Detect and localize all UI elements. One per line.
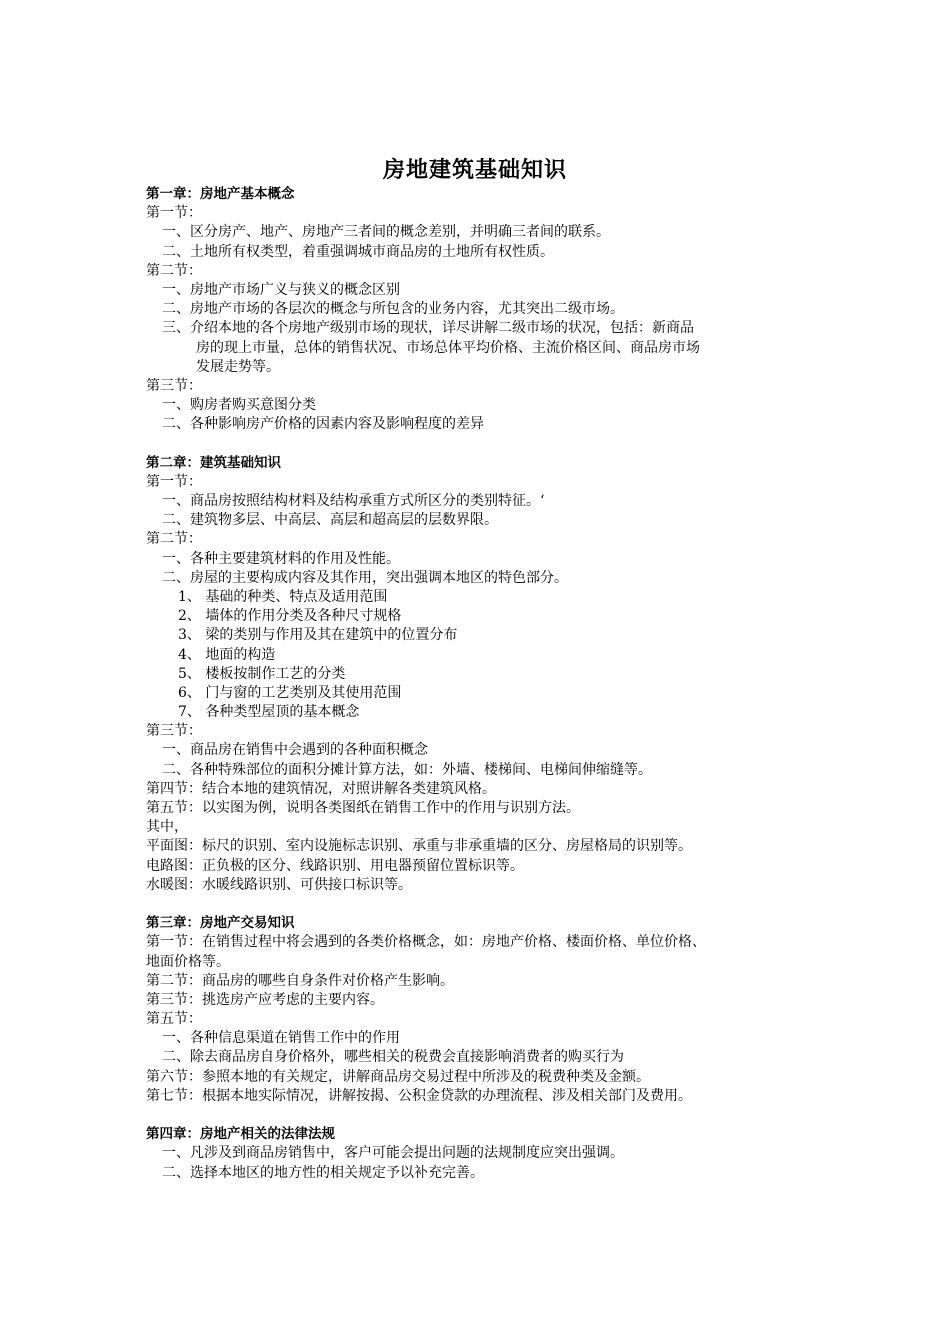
chapter-heading: 第四章：房地产相关的法律法规 — [146, 1126, 335, 1143]
section-line: 电路图：正负极的区分、线路识别、用电器预留位置标识等。 — [146, 857, 524, 874]
item-line: 6、 门与窗的工艺类别及其使用范围 — [178, 684, 402, 701]
item-line: 发展走势等。 — [196, 358, 280, 375]
item-line: 5、 楼板按制作工艺的分类 — [178, 665, 346, 682]
item-line: 二、各种影响房产价格的因素内容及影响程度的差异 — [162, 416, 484, 433]
item-line: 一、各种信息渠道在销售工作中的作用 — [162, 1030, 400, 1047]
section-line: 第三节： — [146, 377, 202, 394]
item-line: 一、购房者购买意图分类 — [162, 397, 316, 414]
document-body — [146, 185, 836, 1183]
chapter-spacer — [146, 1106, 836, 1125]
item-line: 二、房屋的主要构成内容及其作用，突出强调本地区的特色部分。 — [162, 569, 568, 586]
item-line: 二、土地所有权类型，着重强调城市商品房的土地所有权性质。 — [162, 243, 554, 260]
item-line: 4、 地面的构造 — [178, 646, 276, 663]
item-line: 房的现上市量，总体的销售状况、市场总体平均价格、主流价格区间、商品房市场 — [196, 339, 700, 356]
item-line: 二、除去商品房自身价格外，哪些相关的税费会直接影响消费者的购买行为 — [162, 1049, 624, 1066]
section-line: 第六节：参照本地的有关规定，讲解商品房交易过程中所涉及的税费种类及金额。 — [146, 1068, 650, 1085]
section-line: 第二节： — [146, 531, 202, 548]
section-line: 水暖图：水暖线路识别、可供接口标识等。 — [146, 876, 412, 893]
item-line: 三、介绍本地的各个房地产级别市场的现状，详尽讲解二级市场的状况，包括：新商品 — [162, 320, 694, 337]
section-line: 第一节：在销售过程中将会遇到的各类价格概念，如：房地产价格、楼面价格、单位价格、 — [146, 934, 706, 951]
section-line: 第五节：以实图为例，说明各类图纸在销售工作中的作用与识别方法。 — [146, 800, 580, 816]
item-line: 3、 梁的类别与作用及其在建筑中的位置分布 — [178, 627, 458, 644]
section-line: 第四节：结合本地的建筑情况，对照讲解各类建筑风格。 — [146, 780, 496, 797]
item-line: 一、各种主要建筑材料的作用及性能。 — [162, 550, 400, 567]
item-line: 2、 墙体的作用分类及各种尺寸规格 — [178, 608, 402, 625]
chapter-spacer — [146, 895, 836, 914]
chapter-spacer — [146, 434, 836, 453]
section-line: 第三节：挑选房产应考虑的主要内容。 — [146, 991, 384, 1008]
item-line: 一、区分房产、地产、房地产三者间的概念差别，并明确三者间的联系。 — [162, 224, 610, 241]
section-line: 第二节： — [146, 262, 202, 279]
chapter-heading: 第二章：建筑基础知识 — [146, 454, 281, 471]
item-line: 二、各种特殊部位的面积分摊计算方法，如：外墙、楼梯间、电梯间伸缩缝等。 — [162, 761, 652, 778]
document-title: 房地建筑基础知识 — [382, 158, 567, 183]
section-line: 其中， — [146, 819, 188, 836]
item-line: 一、凡涉及到商品房销售中，客户可能会提出问题的法规制度应突出强调。 — [162, 1145, 624, 1162]
section-line: 第一节： — [146, 205, 202, 222]
chapter-heading: 第一章：房地产基本概念 — [146, 186, 295, 202]
section-line: 平面图：标尺的识别、室内设施标志识别、承重与非承重墙的区分、房屋格局的识别等。 — [146, 838, 692, 855]
item-line: 二、建筑物多层、中高层、高层和超高层的层数界限。 — [162, 512, 498, 529]
item-line: 二、房地产市场的各层次的概念与所包含的业务内容，尤其突出二级市场。 — [162, 301, 624, 318]
section-line: 地面价格等。 — [146, 953, 230, 970]
section-line: 第二节：商品房的哪些自身条件对价格产生影响。 — [146, 972, 454, 989]
section-line: 第三节： — [146, 723, 202, 740]
item-line: 1、 基础的种类、特点及适用范围 — [178, 588, 388, 605]
item-line: 7、 各种类型屋顶的基本概念 — [178, 704, 360, 721]
chapter-heading: 第三章：房地产交易知识 — [146, 915, 295, 932]
item-line: 一、房地产市场广义与狭义的概念区别 — [162, 281, 400, 298]
section-line: 第一节： — [146, 473, 202, 490]
item-line: 一、商品房在销售中会遇到的各种面积概念 — [162, 742, 428, 759]
item-line: 一、商品房按照结构材料及结构承重方式所区分的类别特征。‘ — [162, 493, 545, 509]
section-line: 第五节： — [146, 1011, 202, 1028]
section-line: 第七节：根据本地实际情况，讲解按揭、公积金贷款的办理流程、涉及相关部门及费用。 — [146, 1087, 692, 1104]
item-line: 二、选择本地区的地方性的相关规定予以补充完善。 — [162, 1164, 484, 1181]
